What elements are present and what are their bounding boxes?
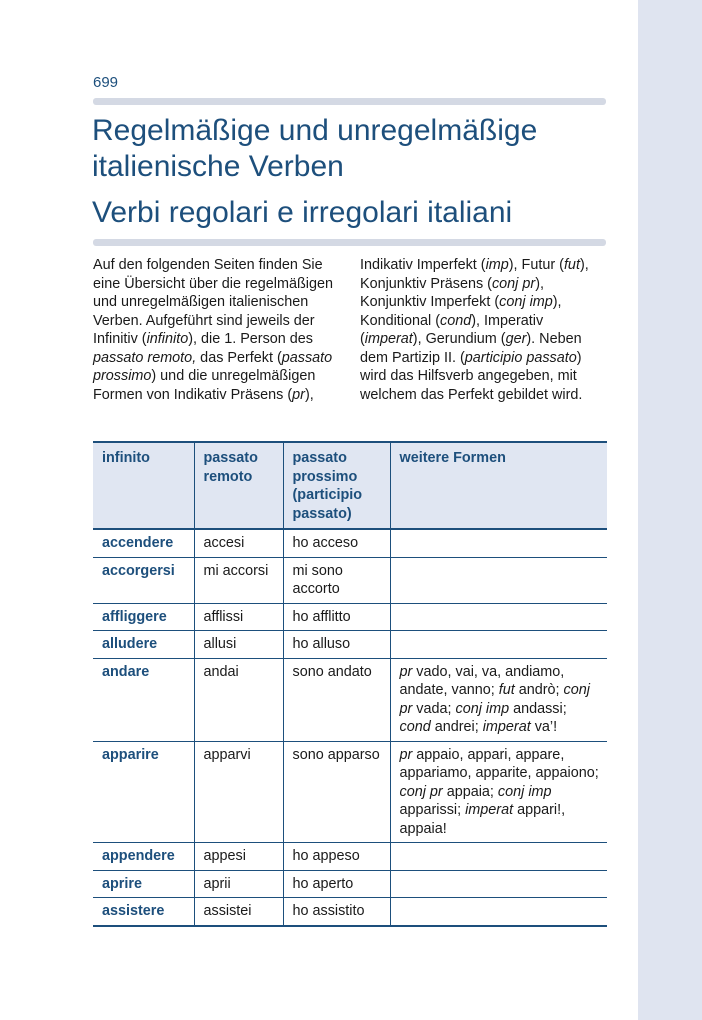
intro-abbrev: passato remoto, [93,349,197,366]
form-label: conj pr [399,682,590,717]
intro-text-part: ), Futur ( [508,257,564,273]
intro-text-part: ) wird das Hilfsverb angegeben, mit welchem das Perfekt gebildet wird. [360,349,583,403]
table-row [93,741,607,843]
intro-abbrev: fut [563,257,580,273]
intro-paragraph [93,256,607,404]
intro-text-part: das Perfekt ( [196,349,282,366]
cell-weitere-formen [390,557,607,603]
intro-abbrev: cond [440,312,472,329]
cell-passato-remoto: afflissi [194,603,283,631]
cell-passato-prossimo: ho alluso [283,631,390,659]
intro-text-part: ), Imperativ ( [360,312,544,347]
header-passato-prossimo: passato prossimo (participio passato) [283,442,390,529]
cell-infinito: aprire [93,870,194,898]
intro-text-part: ) und die unregelmäßigen Formen von Indikativ Präsens ( [93,368,316,403]
table-row [93,898,607,926]
form-label: conj imp [455,700,510,717]
cell-weitere-formen [390,898,607,926]
cell-weitere-formen [390,658,607,741]
intro-text-part: ), Indikativ Imperfekt ( [304,257,486,403]
intro-text [93,256,607,404]
form-text: vado, vai, va, andiamo, andate, vanno; [399,663,565,698]
title-line-1: Regelmäßige und unregelmäßige [92,114,538,147]
form-label: fut [498,682,515,698]
table-row [93,631,607,659]
cell-infinito: accorgersi [93,557,194,603]
cell-infinito: alludere [93,631,194,659]
intro-text-part: ). Neben dem Partizip II. ( [360,331,582,366]
intro-text-part: ), Gerundium ( [412,331,506,347]
cell-passato-remoto: assistei [194,898,283,926]
table-row [93,843,607,871]
cell-infinito: assistere [93,898,194,926]
cell-weitere-formen [390,870,607,898]
form-text: andassi; [509,700,567,717]
intro-text-part: ), Konjunktiv Präsens ( [360,257,589,292]
cell-passato-prossimo: ho afflitto [283,603,390,631]
intro-text-part: ), die 1. Person des [188,331,313,347]
page-title-italian: Verbi regolari e irregolari italiani [92,196,513,229]
cell-passato-prossimo: ho assistito [283,898,390,926]
cell-passato-remoto: apparvi [194,741,283,843]
page-number: 699 [93,74,119,91]
cell-infinito: andare [93,658,194,741]
form-text: appaio, appari, appare, appariamo, apparite, appaiono; [399,746,599,781]
cell-infinito: affliggere [93,603,194,631]
table-row [93,529,607,557]
cell-infinito: appendere [93,843,194,871]
intro-abbrev: passato prossimo [93,349,333,384]
header-infinito: infinito [93,442,194,529]
form-text: vada; [412,700,456,717]
form-label: imperat [465,802,514,818]
cell-weitere-formen [390,631,607,659]
top-divider [93,98,606,105]
table-row [93,658,607,741]
intro-abbrev: imperat [364,331,413,347]
table-row [93,557,607,603]
side-margin-strip [638,0,702,1020]
intro-abbrev: infinito [146,331,189,347]
intro-text-part: ), Konditional ( [360,294,562,329]
title-divider [93,239,606,246]
form-text: andrei; [430,719,483,735]
form-label: conj imp [497,783,552,800]
cell-passato-prossimo: sono apparso [283,741,390,843]
cell-passato-remoto: allusi [194,631,283,659]
cell-passato-remoto: appesi [194,843,283,871]
cell-passato-remoto: aprii [194,870,283,898]
cell-weitere-formen [390,603,607,631]
form-label: pr [399,746,413,763]
intro-abbrev: participio passato [464,349,577,366]
table-row [93,603,607,631]
table-row [93,870,607,898]
header-weitere-formen: weitere Formen [390,442,607,529]
cell-passato-prossimo: ho appeso [283,843,390,871]
form-text: apparissi; [399,802,466,818]
form-text: va’! [530,719,558,735]
intro-abbrev: imp [485,257,509,273]
cell-passato-remoto: mi accorsi [194,557,283,603]
intro-abbrev: conj imp [499,294,553,310]
cell-weitere-formen [390,843,607,871]
cell-weitere-formen [390,741,607,843]
title-line-2: italienische Verben [92,150,344,183]
cell-infinito: accendere [93,529,194,557]
table-header-row [93,442,607,529]
intro-abbrev: pr [292,386,305,403]
verb-table [93,441,607,927]
intro-text-part: ), Konjunktiv Imperfekt ( [360,275,544,310]
cell-passato-prossimo: mi sono accorto [283,557,390,603]
cell-passato-prossimo: ho aperto [283,870,390,898]
form-text: andrò; [514,682,564,698]
form-label: conj pr [399,783,443,800]
header-passato-remoto: passato remoto [194,442,283,529]
form-label: pr [399,663,413,680]
intro-abbrev: ger [505,331,527,347]
cell-passato-remoto: accesi [194,529,283,557]
intro-abbrev: conj pr [491,275,536,292]
form-text: appari!, appaia! [399,802,566,837]
cell-passato-prossimo: sono andato [283,658,390,741]
form-label: cond [399,719,431,735]
form-text: appaia; [442,783,498,800]
form-label: imperat [482,719,531,735]
cell-passato-remoto: andai [194,658,283,741]
cell-infinito: apparire [93,741,194,843]
page-title-german [92,113,612,185]
cell-weitere-formen [390,529,607,557]
cell-passato-prossimo: ho acceso [283,529,390,557]
intro-text-part: Auf den folgenden Seiten finden Sie eine Übersicht über die regelmäßigen und unregelmäßigen italienischen Verben. Aufgeführt sind jeweils der Infinitiv ( [93,257,333,347]
